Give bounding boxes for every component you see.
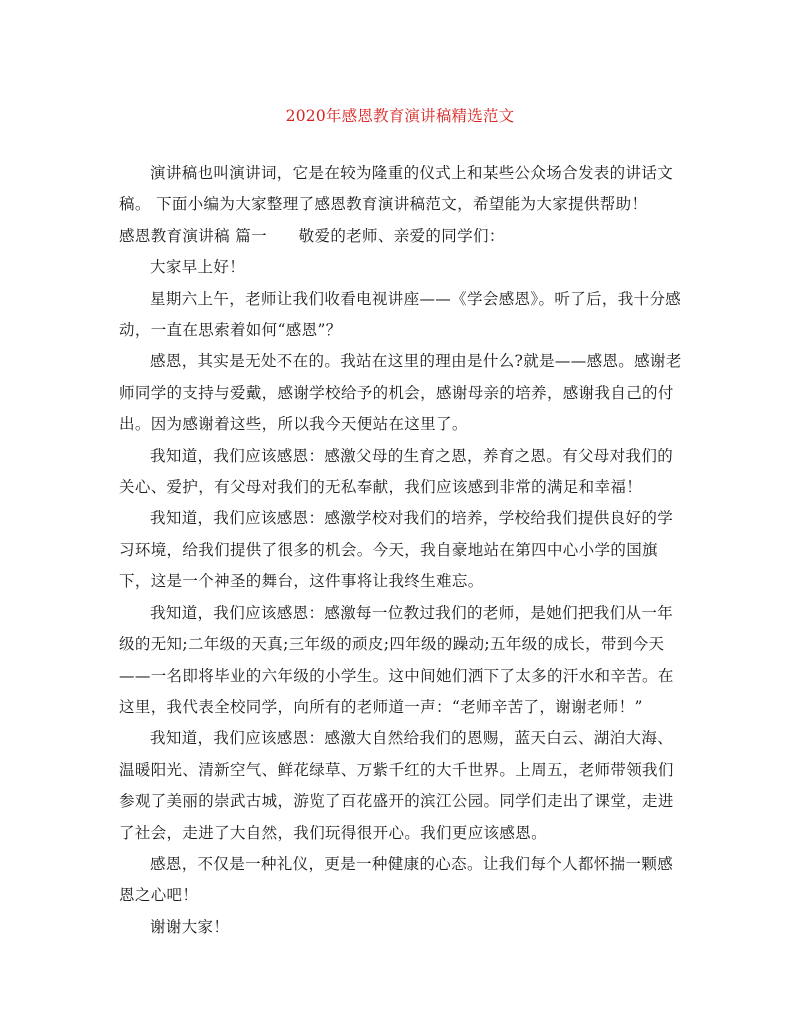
document-title: 2020年感恩教育演讲稿精选范文 — [285, 107, 515, 125]
paragraph-intro: 演讲稿也叫演讲词，它是在较为隆重的仪式上和某些公众场合发表的讲话文稿。 下面小编为大家整理了感恩教育演讲稿范文，希望能为大家提供帮助！ — [119, 164, 674, 214]
paragraph-greeting: 大家早上好！ — [150, 258, 246, 277]
paragraph: 我知道，我们应该感恩：感激每一位教过我们的老师，是她们把我们从一年级的无知;二年级的天真;三年级的顽皮;四年级的躁动;五年级的成长，带到今天——一名即将毕业的六年级的小学生。这中间她们洒下了太多的汗水和辛苦。在这里，我代表全校同学，向所有的老师道一声：“老师辛苦了，谢谢老师！” — [119, 603, 674, 716]
paragraph-speech-heading: 感恩教育演讲稿 篇一 敬爱的老师、亲爱的同学们： — [119, 226, 505, 245]
paragraph: 我知道，我们应该感恩：感激学校对我们的培养，学校给我们提供良好的学习环境，给我们提供了很多的机会。今天，我自豪地站在第四中心小学的国旗下，这是一个神圣的舞台，这件事将让我终生难忘。 — [119, 509, 674, 591]
document-body — [119, 158, 685, 943]
paragraph: 感恩，不仅是一种礼仪，更是一种健康的心态。让我们每个人都怀揣一颗感恩之心吧！ — [119, 854, 674, 905]
paragraph: 我知道，我们应该感恩：感激大自然给我们的恩赐，蓝天白云、湖泊大海、温暖阳光、清新空气、鲜花绿草、万紫千红的大千世界。上周五，老师带领我们参观了美丽的崇武古城，游览了百花盛开的滨江公园。同学们走出了课堂，走进了社会，走进了大自然，我们玩得很开心。我们更应该感恩。 — [119, 729, 674, 842]
paragraph: 感恩，其实是无处不在的。我站在这里的理由是什么?就是——感恩。感谢老师同学的支持与爱戴，感谢学校给予的机会，感谢母亲的培养，感谢我自己的付出。因为感谢着这些，所以我今天便站在这里了。 — [119, 352, 682, 434]
paragraph-closing: 谢谢大家！ — [150, 917, 230, 936]
paragraph: 我知道，我们应该感恩：感激父母的生育之恩，养育之恩。有父母对我们的关心、爱护，有父母对我们的无私奉献，我们应该感到非常的满足和幸福！ — [119, 446, 674, 497]
paragraph: 星期六上午，老师让我们收看电视讲座——《学会感恩》。听了后，我十分感动，一直在思索着如何“感恩”？ — [119, 289, 682, 340]
